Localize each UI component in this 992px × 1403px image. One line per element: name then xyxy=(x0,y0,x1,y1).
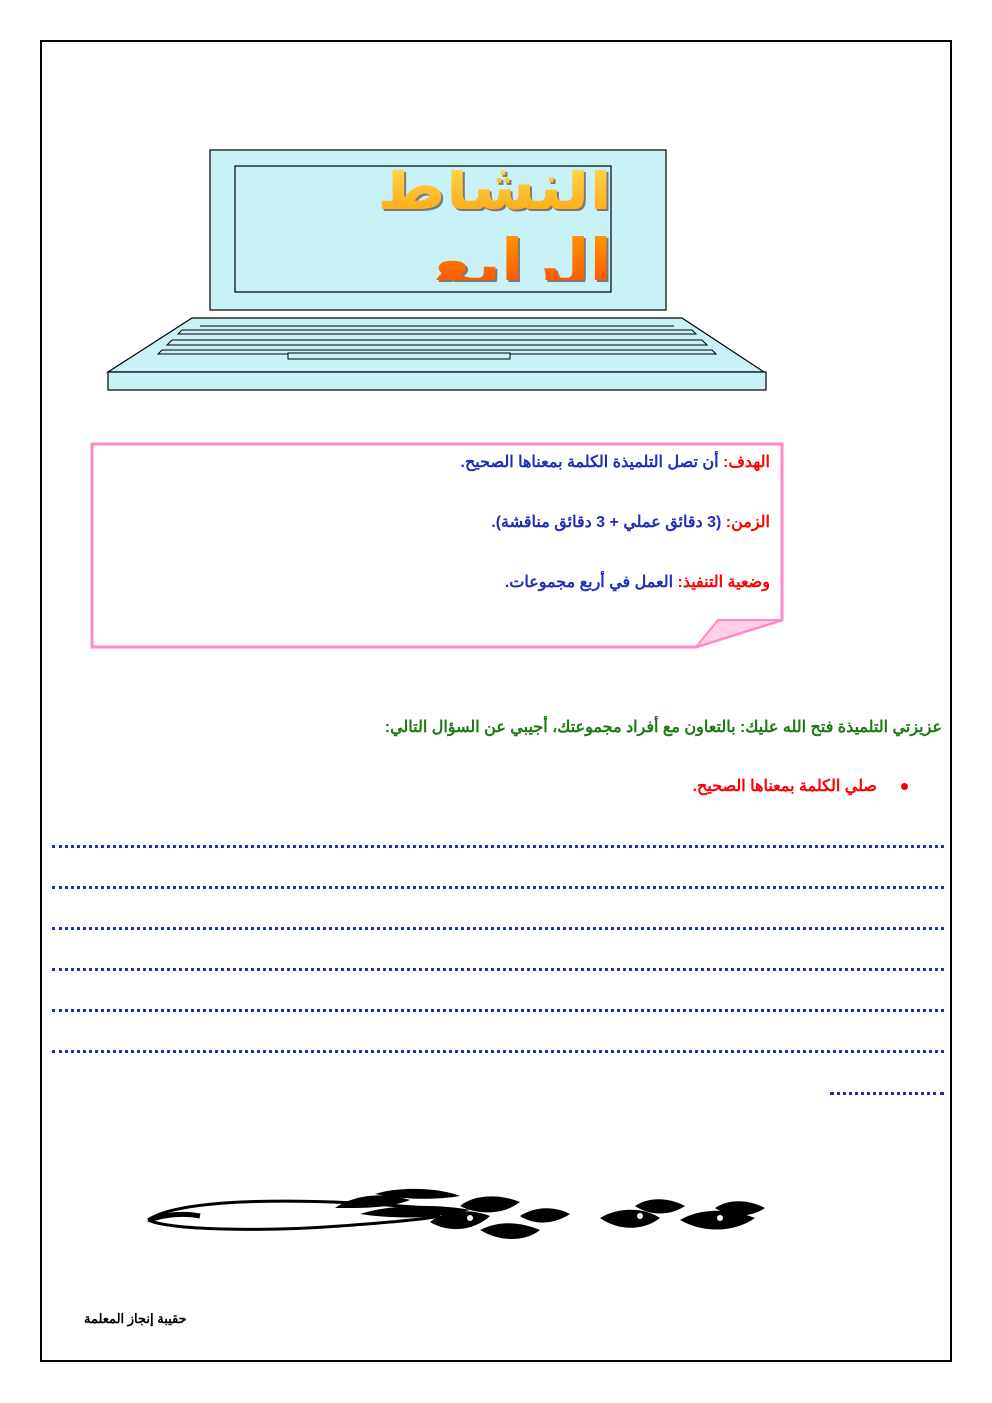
footer-text: حقيبة إنجاز المعلمة xyxy=(84,1311,187,1326)
answer-line-7[interactable] xyxy=(830,1092,944,1095)
mode-label: وضعية التنفيذ: xyxy=(677,574,770,591)
answer-line-4[interactable] xyxy=(52,968,944,971)
floral-ornament-icon xyxy=(140,1186,780,1256)
objective-value: أن تصل التلميذة الكلمة بمعناها الصحيح. xyxy=(460,454,719,471)
time-line xyxy=(491,512,770,532)
answer-line-3[interactable] xyxy=(52,927,944,930)
answer-line-6[interactable] xyxy=(52,1050,944,1053)
mode-line xyxy=(505,572,770,592)
answer-line-1[interactable] xyxy=(52,845,944,848)
objective-note-box xyxy=(90,442,784,649)
answer-line-2[interactable] xyxy=(52,886,944,889)
task-text: صلي الكلمة بمعناها الصحيح. xyxy=(692,778,877,795)
objective-line xyxy=(461,452,770,472)
time-value: (3 دقائق عملي + 3 دقائق مناقشة). xyxy=(491,514,722,531)
answer-line-5[interactable] xyxy=(52,1009,944,1012)
task-bullet xyxy=(693,776,908,796)
activity-title: النشاط الرابع xyxy=(236,170,612,280)
objective-label: الهدف: xyxy=(722,454,770,471)
bullet-icon xyxy=(901,783,908,790)
time-label: الزمن: xyxy=(725,514,770,531)
mode-value: العمل في أربع مجموعات. xyxy=(504,574,674,591)
instruction-text: عزيزتي التلميذة فتح الله عليك: بالتعاون مع أفراد مجموعتك، أجيبي عن السؤال التالي: xyxy=(384,719,942,736)
